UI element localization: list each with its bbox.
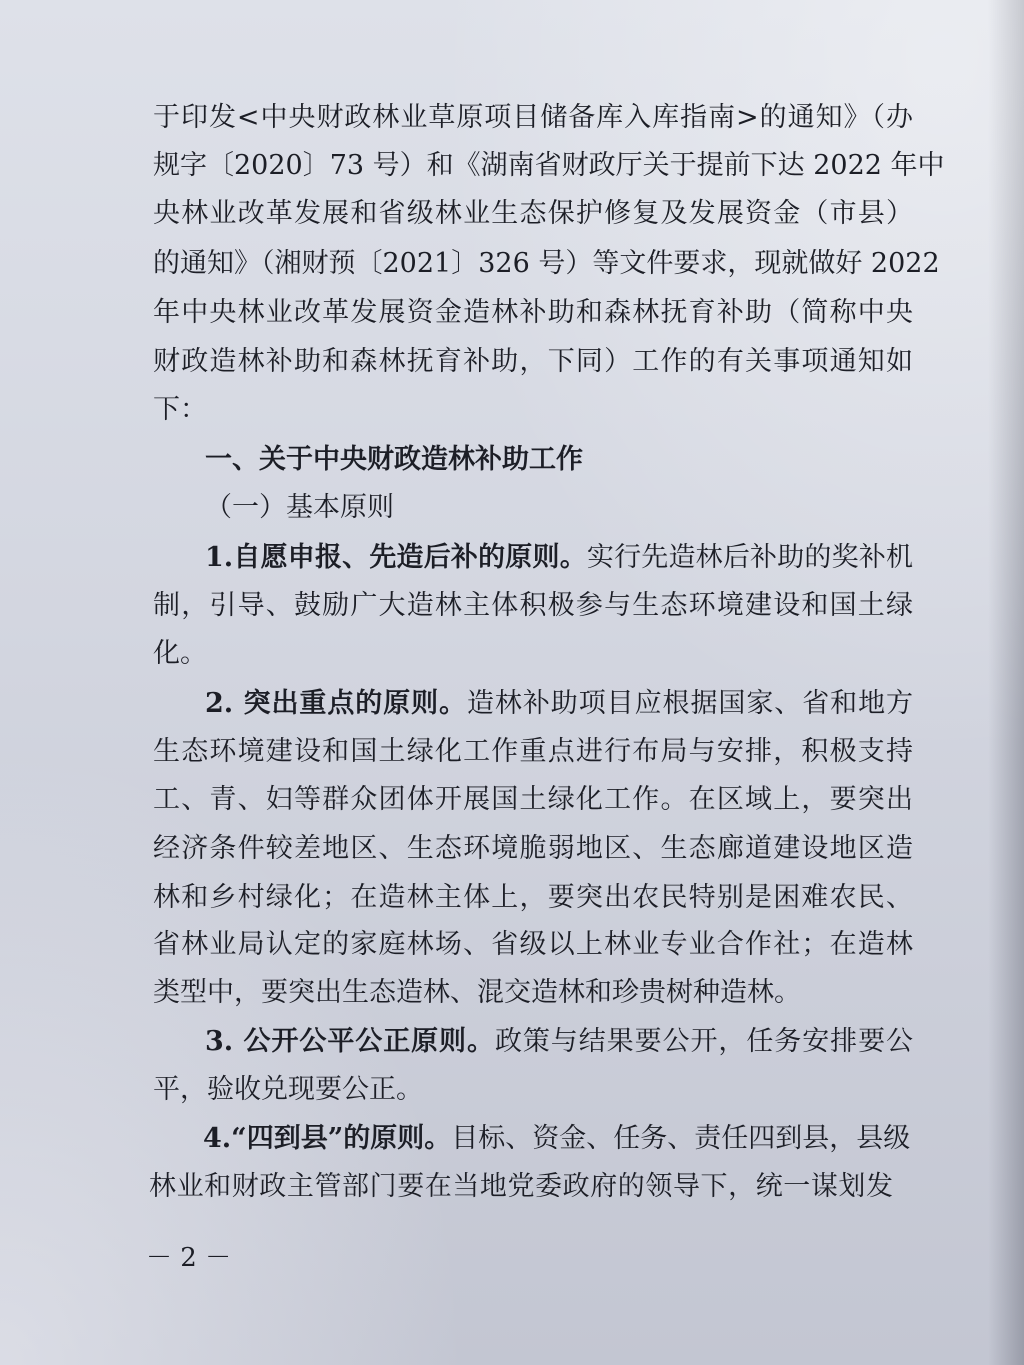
- principle-2-line-4: 经济条件较差地区、生态环境脆弱地区、生态廊道建设地区造: [153, 833, 913, 864]
- principle-2-title: 2. 突出重点的原则。: [205, 688, 467, 719]
- principle-4-title: 4.“四到县”的原则。: [203, 1123, 452, 1154]
- intro-line-1: 于印发<中央财政林业草原项目储备库入库指南>的通知》（办: [153, 102, 913, 133]
- principle-3-title: 3. 公开公平公正原则。: [205, 1026, 495, 1057]
- principle-3-text: 政策与结果要公开，任务安排要公: [494, 1026, 914, 1057]
- principle-4-line-2: 林业和财政主管部门要在当地党委政府的领导下，统一谋划发: [149, 1171, 893, 1202]
- principle-2-line-1: [205, 680, 913, 728]
- subsection-heading: （一）基本原则: [205, 492, 394, 523]
- principle-1-line-1: [205, 534, 913, 582]
- principle-1-line-2: 制，引导、鼓励广大造林主体积极参与生态环境建设和国土绿: [153, 590, 913, 621]
- principle-1-text: 实行先造林后补助的奖补机: [586, 542, 914, 573]
- principle-3-line-1: [205, 1018, 913, 1066]
- intro-line-2: 规字〔2020〕73 号）和《湖南省财政厅关于提前下达 2022 年中: [153, 150, 945, 181]
- principle-1-title: 1.自愿申报、先造后补的原则。: [205, 542, 587, 573]
- principle-2-line-6: 省林业局认定的家庭林场、省级以上林业专业合作社；在造林: [153, 929, 913, 960]
- principle-2-line-2: 生态环境建设和国土绿化工作重点进行布局与安排，积极支持: [153, 736, 913, 767]
- section-heading: 一、关于中央财政造林补助工作: [205, 444, 583, 475]
- intro-line-4: 的通知》（湘财预〔2021〕326 号）等文件要求，现就做好 2022: [153, 248, 940, 279]
- intro-line-6: 财政造林补助和森林抚育补助，下同）工作的有关事项通知如: [153, 346, 913, 377]
- principle-2-line-3: 工、青、妇等群众团体开展国土绿化工作。在区域上，要突出: [153, 784, 913, 815]
- principle-2-line-7: 类型中，要突出生态造林、混交造林和珍贵树种造林。: [153, 977, 801, 1008]
- intro-line-5: 年中央林业改革发展资金造林补助和森林抚育补助（简称中央: [153, 297, 913, 328]
- page-number: － 2 －: [146, 1243, 232, 1273]
- principle-4-text: 目标、资金、任务、责任四到县，县级: [451, 1123, 911, 1154]
- intro-line-7: 下：: [153, 394, 207, 425]
- intro-line-3: 央林业改革发展和省级林业生态保护修复及发展资金（市县）: [153, 198, 913, 229]
- principle-1-line-3: 化。: [153, 638, 207, 669]
- principle-2-text: 造林补助项目应根据国家、省和地方: [467, 688, 914, 719]
- principle-4-line-1: [203, 1115, 909, 1163]
- principle-2-line-5: 林和乡村绿化；在造林主体上，要突出农民特别是困难农民、: [153, 882, 913, 913]
- principle-3-line-2: 平，验收兑现要公正。: [153, 1074, 423, 1105]
